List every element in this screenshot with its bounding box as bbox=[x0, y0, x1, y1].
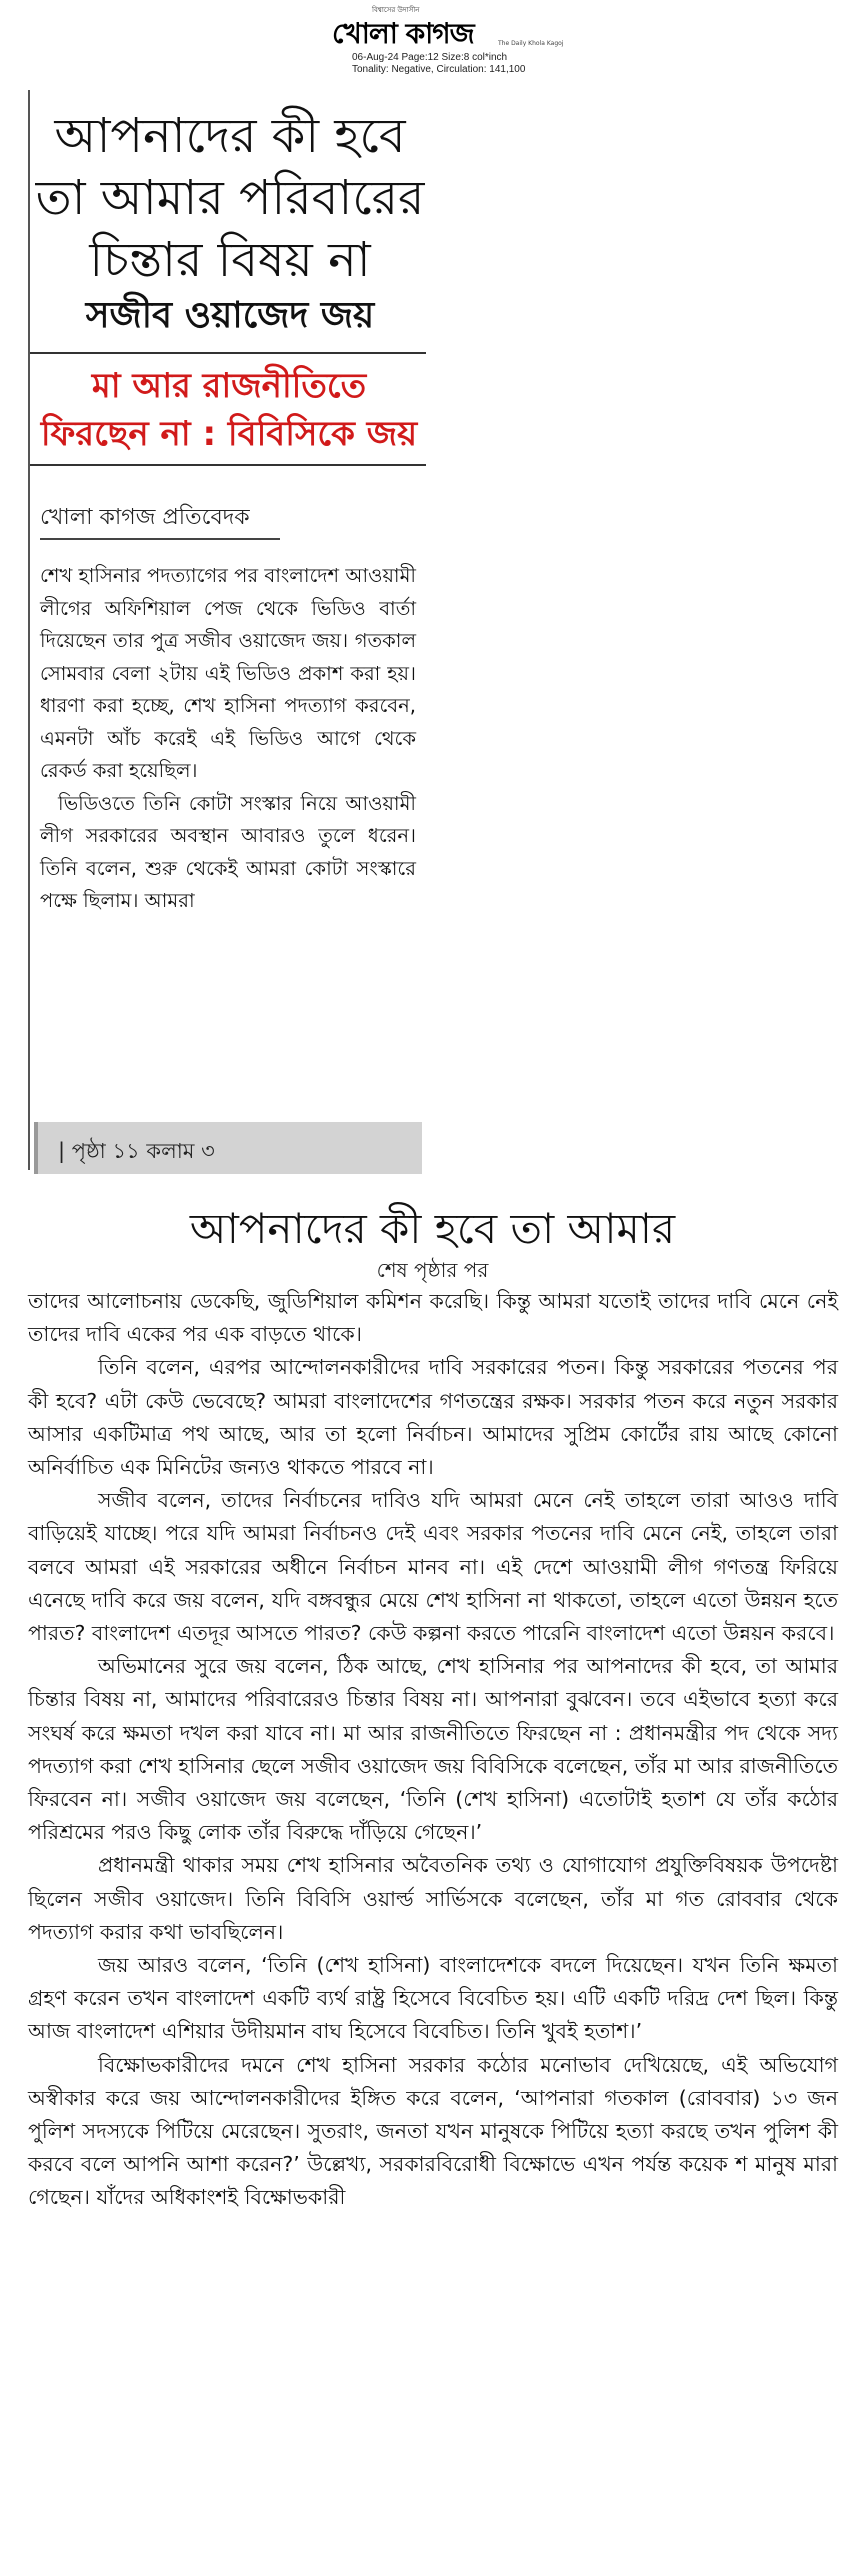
jump-reference: | পৃষ্ঠা ১১ কলাম ৩ bbox=[58, 1139, 215, 1163]
continuation-body bbox=[28, 1285, 838, 2215]
lead-body bbox=[40, 560, 416, 918]
subhead-line-1: মা আর রাজনীতিতে bbox=[91, 366, 367, 406]
lead-border-rule bbox=[28, 90, 30, 1170]
lead-headline-line-1: আপনাদের কী হবে bbox=[54, 108, 406, 164]
continuation-subline: শেষ পৃষ্ঠার পর bbox=[376, 1258, 489, 1282]
reporter-underline bbox=[40, 538, 280, 540]
continuation-paragraph: সজীব বলেন, তাদের নির্বাচনের দাবিও যদি আমরা মেনে নেই তাহলে তারা আওও দাবি বাড়িয়েই যাচ্ছে। পরে যদি আমরা নির্বাচনও দেই এবং সরকার পতনের দাবি মেনে নেই, তাহলে তারা বলবে আমরা এই সরকারের অধীনে নির্বাচন মানব না। এই দেশে আওয়ামী লীগ গণতন্ত্র ফিরিয়ে এনেছে দাবি করে জয় বলেন, যদি বঙ্গবন্ধুর মেয়ে শেখ হাসিনা না থাকতো, তাহলে এতো উন্নয়ন হতে পারত? বাংলাদেশ এতদূর আসতে পারত? কেউ কল্পনা করতে পারেনি বাংলাদেশ এতো উন্নয়ন করবে। bbox=[28, 1488, 838, 1646]
newspaper-logo: খোলা কাগজ bbox=[332, 17, 474, 50]
subhead-line-2: ফিরছেন না : বিবিসিকে জয় bbox=[40, 414, 418, 454]
lead-paragraph: ভিডিওতে তিনি কোটা সংস্কার নিয়ে আওয়ামী লীগ সরকারের অবস্থান আবারও তুলে ধরেন। তিনি বলেন, শুরু থেকেই আমরা কোটা সংস্কারে পক্ষে ছিলাম। আমরা bbox=[40, 791, 416, 912]
masthead-tagline: বিশ্বাসের উদাসীন bbox=[372, 6, 420, 14]
newspaper-logo-subtitle: The Daily Khola Kagoj bbox=[498, 40, 564, 47]
lead-headline-line-2: তা আমার পরিবারের bbox=[35, 170, 425, 226]
continuation-paragraph: অভিমানের সুরে জয় বলেন, ঠিক আছে, শেখ হাসিনার পর আপনাদের কী হবে, তা আমার চিন্তার বিষয় না, আমাদের পরিবারেরও চিন্তার বিষয় না। আপনারা বুঝবেন। তবে এইভাবে হত্যা করে সংঘর্ষ করে ক্ষমতা দখল করা যাবে না। মা আর রাজনীতিতে ফিরছেন না : প্রধানমন্ত্রীর পদ থেকে সদ্য পদত্যাগ করা শেখ হাসিনার ছেলে সজীব ওয়াজেদ জয় বিবিসিকে বলেছেন, তাঁর মা আর রাজনীতিতে ফিরবেন না। সজীব ওয়াজেদ জয় বলেছেন, ‘তিনি (শেখ হাসিনা) এতোটাই হতাশ যে তাঁর কঠোর পরিশ্রমের পরও কিছু লোক তাঁর বিরুদ্ধে দাঁড়িয়ে গেছেন।’ bbox=[28, 1654, 838, 1845]
lead-headline-line-3: চিন্তার বিষয় না bbox=[89, 232, 371, 288]
clipping-meta-tonality: Tonality: Negative, Circulation: 141,100 bbox=[352, 64, 526, 75]
continuation-paragraph: তাদের আলোচনায় ডেকেছি, জুডিশিয়াল কমিশন করেছি। কিন্তু আমরা যতোই তাদের দাবি মেনে নেই তাদের দাবি একের পর এক বাড়তে থাকে। bbox=[28, 1289, 838, 1347]
continuation-headline: আপনাদের কী হবে তা আমার bbox=[189, 1204, 676, 1253]
continuation-paragraph: প্রধানমন্ত্রী থাকার সময় শেখ হাসিনার অবৈতনিক তথ্য ও যোগাযোগ প্রযুক্তিবিষয়ক উপদেষ্টা ছিলেন সজীব ওয়াজেদ। তিনি বিবিসি ওয়ার্ল্ড সার্ভিসকে বলেছেন, তাঁর মা গত রোববার থেকে পদত্যাগ করার কথা ভাবছিলেন। bbox=[28, 1853, 838, 1944]
reporter-credit: খোলা কাগজ প্রতিবেদক bbox=[40, 505, 250, 530]
lead-paragraph: শেখ হাসিনার পদত্যাগের পর বাংলাদেশ আওয়ামী লীগের অফিশিয়াল পেজ থেকে ভিডিও বার্তা দিয়েছেন তার পুত্র সজীব ওয়াজেদ জয়। গতকাল সোমবার বেলা ২টায় এই ভিডিও প্রকাশ করা হয়। ধারণা করা হচ্ছে, শেখ হাসিনা পদত্যাগ করবেন, এমনটা আঁচ করেই এই ভিডিও আগে থেকে রেকর্ড করা হয়েছিল। bbox=[40, 564, 416, 782]
continuation-paragraph: বিক্ষোভকারীদের দমনে শেখ হাসিনা সরকার কঠোর মনোভাব দেখিয়েছে, এই অভিযোগ অস্বীকার করে জয় আন্দোলনকারীদের ইঙ্গিত করে বলেন, ‘আপনারা গতকাল (রোববার) ১৩ জন পুলিশ সদস্যকে পিটিয়ে মেরেছেন। সুতরাং, জনতা যখন মানুষকে পিটিয়ে হত্যা করছে তখন পুলিশ কী করবে বলে আপনি আশা করেন?’ উল্লেখ্য, সরকারবিরোধী বিক্ষোভে এখন পর্যন্ত কয়েক শ মানুষ মারা গেছেন। যাঁদের অধিকাংশই বিক্ষোভকারী bbox=[28, 2052, 838, 2210]
continuation-paragraph: তিনি বলেন, এরপর আন্দোলনকারীদের দাবি সরকারের পতন। কিন্তু সরকারের পতনের পর কী হবে? এটা কেউ ভেবেছে? আমরা বাংলাদেশের গণতন্ত্রের রক্ষক। সরকার পতন করে নতুন সরকার আসার একটিমাত্র পথ আছে, আর তা হলো নির্বাচন। আমাদের সুপ্রিম কোর্টের রায় আছে কোনো অনির্বাচিত এক মিনিটের জন্যও থাকতে পারবে না। bbox=[28, 1355, 838, 1480]
lead-byline-name: সজীব ওয়াজেদ জয় bbox=[85, 295, 375, 336]
continuation-paragraph: জয় আরও বলেন, ‘তিনি (শেখ হাসিনা) বাংলাদেশকে বদলে দিয়েছেন। যখন তিনি ক্ষমতা গ্রহণ করেন তখন বাংলাদেশ একটি ব্যর্থ রাষ্ট্র হিসেবে বিবেচিত হয়। এটি একটি দরিদ্র দেশ ছিল। কিন্তু আজ বাংলাদেশ এশিয়ার উদীয়মান বাঘ হিসেবে বিবেচিত। তিনি খুবই হতাশ।’ bbox=[28, 1953, 838, 2044]
clipping-meta-page: 06-Aug-24 Page:12 Size:8 col*inch bbox=[352, 52, 508, 63]
